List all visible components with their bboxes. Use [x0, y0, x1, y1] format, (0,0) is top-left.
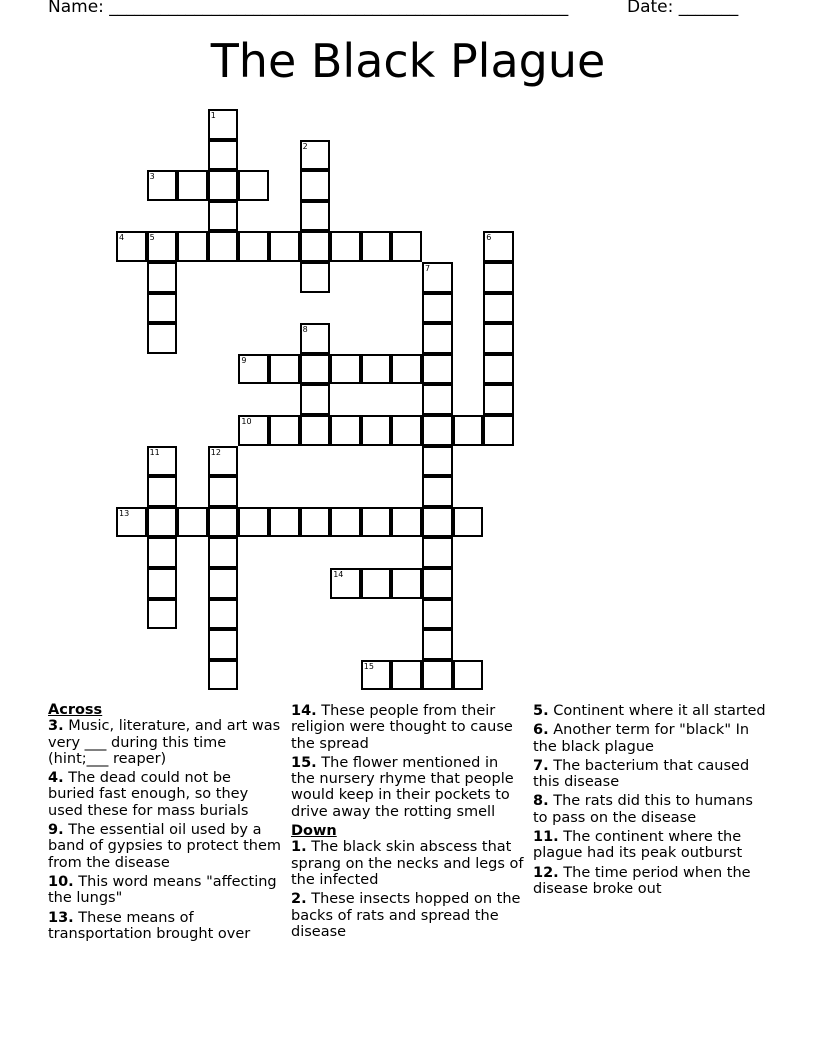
crossword-cell[interactable]: [422, 415, 453, 446]
name-label: Name:: [48, 0, 104, 17]
crossword-cell[interactable]: [422, 537, 453, 568]
crossword-cell[interactable]: [361, 507, 392, 538]
clue-text: These people from their religion were thought to cause the spread: [291, 703, 513, 752]
clue-item: [48, 718, 282, 767]
crossword-cell[interactable]: [300, 415, 331, 446]
crossword-cell[interactable]: [300, 354, 331, 385]
clue-text: Continent where it all started: [553, 703, 766, 719]
clues-column-1: [48, 702, 282, 945]
clue-item: [48, 770, 282, 819]
crossword-cell[interactable]: [330, 507, 361, 538]
clue-number: 5: [149, 233, 155, 243]
crossword-cell[interactable]: [453, 660, 484, 691]
crossword-cell[interactable]: [208, 109, 239, 140]
clue-text: The rats did this to humans to pass on the disease: [533, 793, 753, 826]
crossword-cell[interactable]: [422, 568, 453, 599]
crossword-cell[interactable]: [391, 354, 422, 385]
crossword-cell[interactable]: [361, 415, 392, 446]
crossword-cell[interactable]: [238, 507, 269, 538]
page-title: The Black Plague: [210, 34, 606, 88]
crossword-cell[interactable]: [269, 415, 300, 446]
clue-number: 4: [119, 233, 125, 243]
clue-number: 14.: [291, 703, 317, 719]
clue-number: 2.: [291, 891, 307, 908]
clue-item: [291, 703, 525, 752]
name-field[interactable]: [48, 0, 568, 17]
crossword-cell[interactable]: [422, 446, 453, 477]
down-heading: Down: [291, 823, 337, 840]
clue-number: 6.: [533, 722, 549, 739]
clue-number: 8.: [533, 793, 549, 810]
clue-number: 5.: [533, 703, 549, 719]
clues-column-3: [533, 703, 767, 900]
clue-number: 8: [302, 325, 308, 335]
crossword-cell[interactable]: [361, 231, 392, 262]
crossword-cell[interactable]: [177, 507, 208, 538]
crossword-cell[interactable]: [147, 599, 178, 630]
clue-number: 14: [333, 570, 344, 579]
crossword-cell[interactable]: [330, 354, 361, 385]
crossword-cell[interactable]: [147, 170, 178, 201]
clue-item: [291, 755, 525, 820]
crossword-cell[interactable]: [208, 476, 239, 507]
crossword-cell[interactable]: [238, 415, 269, 446]
clue-number: 12.: [533, 864, 559, 881]
crossword-cell[interactable]: [300, 231, 331, 262]
crossword-cell[interactable]: [483, 293, 514, 324]
crossword-cell[interactable]: [483, 231, 514, 262]
crossword-cell[interactable]: [269, 507, 300, 538]
crossword-cell[interactable]: [483, 354, 514, 385]
crossword-cell[interactable]: [330, 415, 361, 446]
clue-text: The essential oil used by a band of gypsies to protect them from the disease: [48, 822, 282, 871]
crossword-cell[interactable]: [391, 231, 422, 262]
crossword-cell[interactable]: [300, 170, 331, 201]
crossword-cell[interactable]: [422, 599, 453, 630]
crossword-cell[interactable]: [391, 507, 422, 538]
name-line: ______________________________________________________: [109, 0, 569, 17]
clue-item: [533, 758, 767, 791]
clue-text: The black skin abscess that sprang on the necks and legs of the infected: [291, 839, 524, 888]
across-heading: Across: [48, 702, 103, 718]
crossword-cell[interactable]: [422, 660, 453, 691]
clue-item: [48, 910, 282, 943]
crossword-cell[interactable]: [422, 629, 453, 660]
crossword-cell[interactable]: [300, 140, 331, 171]
crossword-cell[interactable]: [208, 599, 239, 630]
clue-number: 12: [210, 447, 221, 457]
clue-number: 3: [149, 172, 155, 182]
clue-item: [48, 874, 282, 907]
crossword-cell[interactable]: [116, 231, 147, 262]
crossword-cell[interactable]: [361, 354, 392, 385]
clue-text: The time period when the disease broke out: [533, 864, 751, 897]
clue-number: 7: [425, 264, 431, 273]
clue-number: 7.: [533, 757, 549, 774]
clue-number: 1: [210, 111, 216, 120]
clue-item: [533, 793, 767, 826]
crossword-cell[interactable]: [391, 568, 422, 599]
crossword-cell[interactable]: [238, 354, 269, 385]
clue-text: The bacterium that caused this disease: [533, 757, 750, 791]
crossword-cell[interactable]: [422, 384, 453, 415]
clue-text: The continent where the plague had its peak outburst: [533, 829, 743, 862]
crossword-cell[interactable]: [300, 323, 331, 354]
crossword-cell[interactable]: [422, 262, 453, 293]
clue-number: 9.: [48, 822, 64, 839]
clue-number: 13: [119, 508, 130, 518]
clue-number: 15.: [291, 754, 317, 771]
crossword-cell[interactable]: [361, 660, 392, 691]
crossword-cell[interactable]: [208, 170, 239, 201]
crossword-cell[interactable]: [483, 323, 514, 354]
crossword-cell[interactable]: [300, 507, 331, 538]
clue-number: 10.: [48, 873, 74, 890]
clue-item: [48, 822, 282, 871]
clue-item: [533, 703, 767, 719]
crossword-cell[interactable]: [147, 231, 178, 262]
crossword-cell[interactable]: [147, 446, 178, 477]
date-field[interactable]: [627, 0, 738, 17]
date-line: _______: [678, 0, 739, 17]
clue-item: [533, 829, 767, 862]
crossword-cell[interactable]: [300, 201, 331, 232]
clue-item: [533, 865, 767, 898]
clue-number: 6: [486, 233, 492, 243]
crossword-cell[interactable]: [483, 262, 514, 293]
crossword-cell[interactable]: [208, 568, 239, 599]
clue-item: [533, 722, 767, 755]
clue-number: 10: [241, 417, 252, 426]
crossword-cell[interactable]: [208, 201, 239, 232]
clue-number: 4.: [48, 770, 64, 787]
crossword-cell[interactable]: [208, 537, 239, 568]
crossword-cell[interactable]: [177, 170, 208, 201]
crossword-cell[interactable]: [361, 568, 392, 599]
crossword-cell[interactable]: [269, 354, 300, 385]
crossword-cell[interactable]: [147, 262, 178, 293]
clue-text: These means of transportation brought over: [48, 909, 251, 942]
clue-text: The flower mentioned in the nursery rhyme that people would keep in their pockets to drive away the rotting smell: [291, 754, 514, 820]
crossword-cell[interactable]: [147, 293, 178, 324]
crossword-cell[interactable]: [330, 568, 361, 599]
crossword-cell[interactable]: [483, 384, 514, 415]
clue-number: 9: [241, 355, 247, 365]
crossword-cell[interactable]: [208, 231, 239, 262]
clue-number: 3.: [48, 718, 64, 735]
crossword-cell[interactable]: [147, 507, 178, 538]
crossword-cell[interactable]: [300, 384, 331, 415]
crossword-cell[interactable]: [147, 323, 178, 354]
clues-column-2: [291, 703, 525, 943]
crossword-cell[interactable]: [147, 476, 178, 507]
clue-number: 1.: [291, 839, 307, 856]
crossword-cell[interactable]: [422, 507, 453, 538]
crossword-cell[interactable]: [177, 231, 208, 262]
clue-number: 11.: [533, 829, 559, 846]
clue-item: [291, 839, 525, 888]
crossword-cell[interactable]: [238, 170, 269, 201]
crossword-cell[interactable]: [269, 231, 300, 262]
crossword-cell[interactable]: [422, 476, 453, 507]
crossword-cell[interactable]: [391, 660, 422, 691]
clue-item: [291, 891, 525, 940]
clue-text: The dead could not be buried fast enough, so they used these for mass burials: [48, 770, 249, 819]
crossword-cell[interactable]: [422, 293, 453, 324]
clue-number: 13.: [48, 909, 74, 926]
crossword-cell[interactable]: [422, 354, 453, 385]
crossword-cell[interactable]: [330, 231, 361, 262]
clue-text: This word means "affecting the lungs": [48, 873, 277, 907]
crossword-cell[interactable]: [391, 415, 422, 446]
clue-number: 11: [149, 447, 160, 457]
crossword-cell[interactable]: [208, 660, 239, 691]
clue-text: These insects hopped on the backs of rats and spread the disease: [291, 891, 521, 940]
crossword-cell[interactable]: [116, 507, 147, 538]
crossword-cell[interactable]: [208, 507, 239, 538]
crossword-cell[interactable]: [147, 568, 178, 599]
crossword-cell[interactable]: [208, 140, 239, 171]
clue-number: 2: [302, 141, 308, 151]
crossword-cell[interactable]: [453, 415, 484, 446]
crossword-cell[interactable]: [300, 262, 331, 293]
crossword-cell[interactable]: [208, 446, 239, 477]
crossword-cell[interactable]: [238, 231, 269, 262]
clue-text: Music, literature, and art was very ___ during this time (hint;___ reaper): [48, 718, 281, 767]
crossword-cell[interactable]: [208, 629, 239, 660]
crossword-cell[interactable]: [483, 415, 514, 446]
clue-number: 15: [363, 661, 374, 671]
date-label: Date:: [627, 0, 674, 17]
clue-text: Another term for "black" In the black plague: [533, 722, 750, 755]
crossword-cell[interactable]: [147, 537, 178, 568]
crossword-cell[interactable]: [422, 323, 453, 354]
crossword-cell[interactable]: [453, 507, 484, 538]
